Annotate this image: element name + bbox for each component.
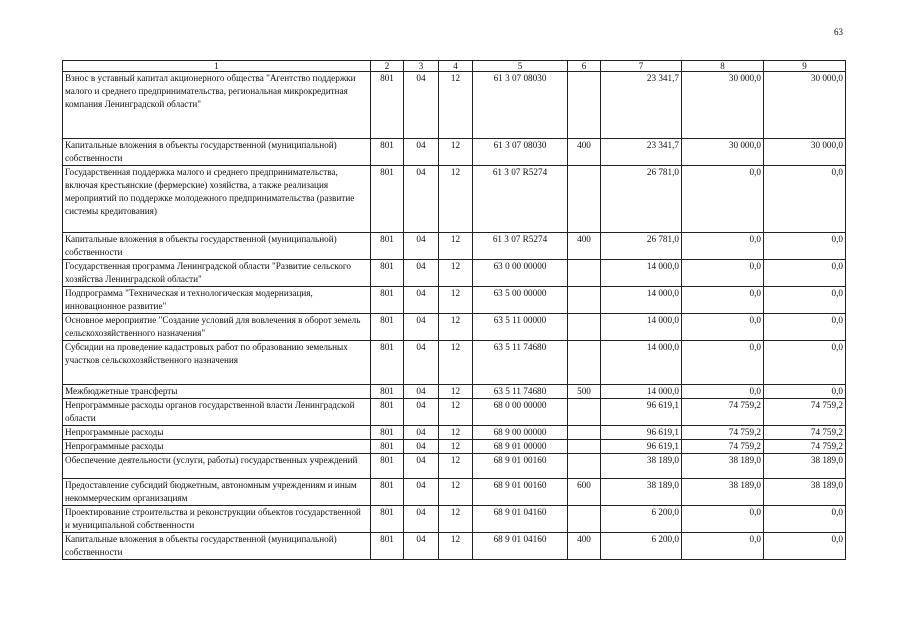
code-4-cell: 12: [439, 533, 473, 560]
target-article-cell: 63 5 11 00000: [473, 314, 568, 341]
row-name-cell: Государственная программа Ленинградской области "Развитие сельского хозяйства Ленинградской области": [63, 260, 371, 287]
amount-7-cell: 96 619,1: [601, 399, 682, 426]
code-4-cell: 12: [439, 72, 473, 139]
expense-type-cell: [568, 426, 601, 440]
table-row: [63, 314, 846, 341]
code-4-cell: 12: [439, 506, 473, 533]
amount-9-cell: 0,0: [764, 314, 846, 341]
expense-type-cell: [568, 166, 601, 233]
expense-type-cell: [568, 314, 601, 341]
code-3-cell: 04: [404, 426, 439, 440]
amount-7-cell: 38 189,0: [601, 454, 682, 479]
amount-7-cell: 14 000,0: [601, 260, 682, 287]
table-row: [63, 385, 846, 399]
expense-type-cell: 500: [568, 385, 601, 399]
column-header: 3: [404, 61, 439, 72]
row-name-cell: Капитальные вложения в объекты государственной (муниципальной) собственности: [63, 233, 371, 260]
code-2-cell: 801: [371, 233, 404, 260]
target-article-cell: 61 3 07 R5274: [473, 166, 568, 233]
row-name-cell: Предоставление субсидий бюджетным, автономным учреждениям и иным некоммерческим организациям: [63, 479, 371, 506]
row-name-cell: Основное мероприятие "Создание условий для вовлечения в оборот земель сельскохозяйственного назначения": [63, 314, 371, 341]
amount-9-cell: 0,0: [764, 166, 846, 233]
code-3-cell: 04: [404, 233, 439, 260]
expense-type-cell: [568, 260, 601, 287]
code-2-cell: 801: [371, 139, 404, 166]
amount-8-cell: 74 759,2: [682, 399, 764, 426]
header-row: [63, 61, 846, 72]
amount-8-cell: 30 000,0: [682, 139, 764, 166]
amount-9-cell: 74 759,2: [764, 426, 846, 440]
table-row: [63, 454, 846, 479]
target-article-cell: 68 0 00 00000: [473, 399, 568, 426]
amount-8-cell: 74 759,2: [682, 440, 764, 454]
amount-7-cell: 96 619,1: [601, 440, 682, 454]
amount-8-cell: 38 189,0: [682, 479, 764, 506]
row-name-cell: Капитальные вложения в объекты государственной (муниципальной) собственности: [63, 533, 371, 560]
code-3-cell: 04: [404, 399, 439, 426]
amount-9-cell: 0,0: [764, 341, 846, 385]
code-4-cell: 12: [439, 399, 473, 426]
amount-8-cell: 0,0: [682, 166, 764, 233]
row-name-cell: Непрограммные расходы: [63, 426, 371, 440]
amount-9-cell: 74 759,2: [764, 440, 846, 454]
row-name-cell: Непрограммные расходы органов государственной власти Ленинградской области: [63, 399, 371, 426]
row-name-cell: Подпрограмма "Техническая и технологическая модернизация, инновационное развитие": [63, 287, 371, 314]
amount-7-cell: 23 341,7: [601, 72, 682, 139]
expense-type-cell: [568, 287, 601, 314]
amount-8-cell: 0,0: [682, 233, 764, 260]
code-4-cell: 12: [439, 260, 473, 287]
column-header: 7: [601, 61, 682, 72]
code-2-cell: 801: [371, 287, 404, 314]
code-2-cell: 801: [371, 440, 404, 454]
amount-8-cell: 38 189,0: [682, 454, 764, 479]
amount-8-cell: 30 000,0: [682, 72, 764, 139]
row-name-cell: Взнос в уставный капитал акционерного общества "Агентство поддержки малого и среднего предпринимательства, региональная микрокредитная компания Ленинградской области": [63, 72, 371, 139]
column-header: 6: [568, 61, 601, 72]
table-row: [63, 533, 846, 560]
code-2-cell: 801: [371, 479, 404, 506]
expense-type-cell: [568, 399, 601, 426]
code-4-cell: 12: [439, 385, 473, 399]
amount-8-cell: 0,0: [682, 287, 764, 314]
code-4-cell: 12: [439, 314, 473, 341]
amount-8-cell: 0,0: [682, 385, 764, 399]
amount-7-cell: 6 200,0: [601, 533, 682, 560]
code-4-cell: 12: [439, 426, 473, 440]
code-3-cell: 04: [404, 139, 439, 166]
expense-type-cell: 400: [568, 139, 601, 166]
code-2-cell: 801: [371, 72, 404, 139]
target-article-cell: 68 9 01 00000: [473, 440, 568, 454]
code-3-cell: 04: [404, 533, 439, 560]
table-row: [63, 233, 846, 260]
amount-7-cell: 14 000,0: [601, 314, 682, 341]
target-article-cell: 61 3 07 R5274: [473, 233, 568, 260]
code-2-cell: 801: [371, 166, 404, 233]
expense-type-cell: 600: [568, 479, 601, 506]
code-3-cell: 04: [404, 506, 439, 533]
expense-type-cell: [568, 454, 601, 479]
expense-type-cell: 400: [568, 233, 601, 260]
code-3-cell: 04: [404, 479, 439, 506]
target-article-cell: 63 5 11 74680: [473, 341, 568, 385]
code-3-cell: 04: [404, 385, 439, 399]
amount-9-cell: 38 189,0: [764, 479, 846, 506]
row-name-cell: Субсидии на проведение кадастровых работ по образованию земельных участков сельскохозяйственного назначения: [63, 341, 371, 385]
row-name-cell: Непрограммные расходы: [63, 440, 371, 454]
target-article-cell: 68 9 00 00000: [473, 426, 568, 440]
table-row: [63, 72, 846, 139]
amount-7-cell: 26 781,0: [601, 166, 682, 233]
code-4-cell: 12: [439, 440, 473, 454]
table-row: [63, 166, 846, 233]
code-2-cell: 801: [371, 399, 404, 426]
code-4-cell: 12: [439, 139, 473, 166]
code-2-cell: 801: [371, 533, 404, 560]
column-header: 5: [473, 61, 568, 72]
code-2-cell: 801: [371, 506, 404, 533]
target-article-cell: 68 9 01 04160: [473, 506, 568, 533]
amount-8-cell: 0,0: [682, 341, 764, 385]
target-article-cell: 68 9 01 00160: [473, 454, 568, 479]
code-4-cell: 12: [439, 233, 473, 260]
column-header: 2: [371, 61, 404, 72]
code-2-cell: 801: [371, 260, 404, 287]
code-3-cell: 04: [404, 166, 439, 233]
row-name-cell: Проектирование строительства и реконструкции объектов государственной и муниципальной собственности: [63, 506, 371, 533]
table-row: [63, 287, 846, 314]
amount-9-cell: 38 189,0: [764, 454, 846, 479]
amount-9-cell: 0,0: [764, 260, 846, 287]
target-article-cell: 61 3 07 08030: [473, 72, 568, 139]
code-3-cell: 04: [404, 454, 439, 479]
code-3-cell: 04: [404, 260, 439, 287]
budget-table: [62, 60, 846, 560]
amount-9-cell: 0,0: [764, 233, 846, 260]
amount-7-cell: 96 619,1: [601, 426, 682, 440]
code-2-cell: 801: [371, 426, 404, 440]
code-3-cell: 04: [404, 440, 439, 454]
code-2-cell: 801: [371, 341, 404, 385]
code-2-cell: 801: [371, 454, 404, 479]
amount-9-cell: 0,0: [764, 506, 846, 533]
row-name-cell: Капитальные вложения в объекты государственной (муниципальной) собственности: [63, 139, 371, 166]
amount-8-cell: 0,0: [682, 260, 764, 287]
amount-7-cell: 14 000,0: [601, 341, 682, 385]
amount-7-cell: 14 000,0: [601, 287, 682, 314]
amount-9-cell: 30 000,0: [764, 72, 846, 139]
amount-8-cell: 0,0: [682, 506, 764, 533]
code-3-cell: 04: [404, 314, 439, 341]
amount-8-cell: 0,0: [682, 533, 764, 560]
code-3-cell: 04: [404, 287, 439, 314]
target-article-cell: 63 5 11 74680: [473, 385, 568, 399]
amount-7-cell: 38 189,0: [601, 479, 682, 506]
expense-type-cell: [568, 341, 601, 385]
amount-9-cell: 0,0: [764, 533, 846, 560]
code-4-cell: 12: [439, 287, 473, 314]
target-article-cell: 63 5 00 00000: [473, 287, 568, 314]
amount-9-cell: 30 000,0: [764, 139, 846, 166]
table-row: [63, 139, 846, 166]
code-3-cell: 04: [404, 341, 439, 385]
expense-type-cell: 400: [568, 533, 601, 560]
table-row: [63, 479, 846, 506]
column-header: 8: [682, 61, 764, 72]
target-article-cell: 61 3 07 08030: [473, 139, 568, 166]
table-row: [63, 440, 846, 454]
amount-7-cell: 14 000,0: [601, 385, 682, 399]
table-row: [63, 399, 846, 426]
expense-type-cell: [568, 506, 601, 533]
amount-7-cell: 26 781,0: [601, 233, 682, 260]
column-header: 4: [439, 61, 473, 72]
row-name-cell: Государственная поддержка малого и среднего предпринимательства, включая крестьянские (фермерские) хозяйства, а также реализация мероприятий по поддержке молодежного предпринимательства (развитие системы кредитования): [63, 166, 371, 233]
table-row: [63, 426, 846, 440]
amount-9-cell: 74 759,2: [764, 399, 846, 426]
amount-9-cell: 0,0: [764, 385, 846, 399]
amount-7-cell: 6 200,0: [601, 506, 682, 533]
page-number: 63: [834, 27, 843, 37]
code-2-cell: 801: [371, 314, 404, 341]
table-row: [63, 260, 846, 287]
code-3-cell: 04: [404, 72, 439, 139]
target-article-cell: 63 0 00 00000: [473, 260, 568, 287]
code-4-cell: 12: [439, 454, 473, 479]
amount-9-cell: 0,0: [764, 287, 846, 314]
code-4-cell: 12: [439, 341, 473, 385]
target-article-cell: 68 9 01 04160: [473, 533, 568, 560]
table-row: [63, 506, 846, 533]
amount-8-cell: 0,0: [682, 314, 764, 341]
expense-type-cell: [568, 440, 601, 454]
amount-7-cell: 23 341,7: [601, 139, 682, 166]
code-4-cell: 12: [439, 479, 473, 506]
column-header: 1: [63, 61, 371, 72]
column-header: 9: [764, 61, 846, 72]
table-row: [63, 341, 846, 385]
target-article-cell: 68 9 01 00160: [473, 479, 568, 506]
code-4-cell: 12: [439, 166, 473, 233]
expense-type-cell: [568, 72, 601, 139]
code-2-cell: 801: [371, 385, 404, 399]
row-name-cell: Межбюджетные трансферты: [63, 385, 371, 399]
amount-8-cell: 74 759,2: [682, 426, 764, 440]
row-name-cell: Обеспечение деятельности (услуги, работы) государственных учреждений: [63, 454, 371, 479]
